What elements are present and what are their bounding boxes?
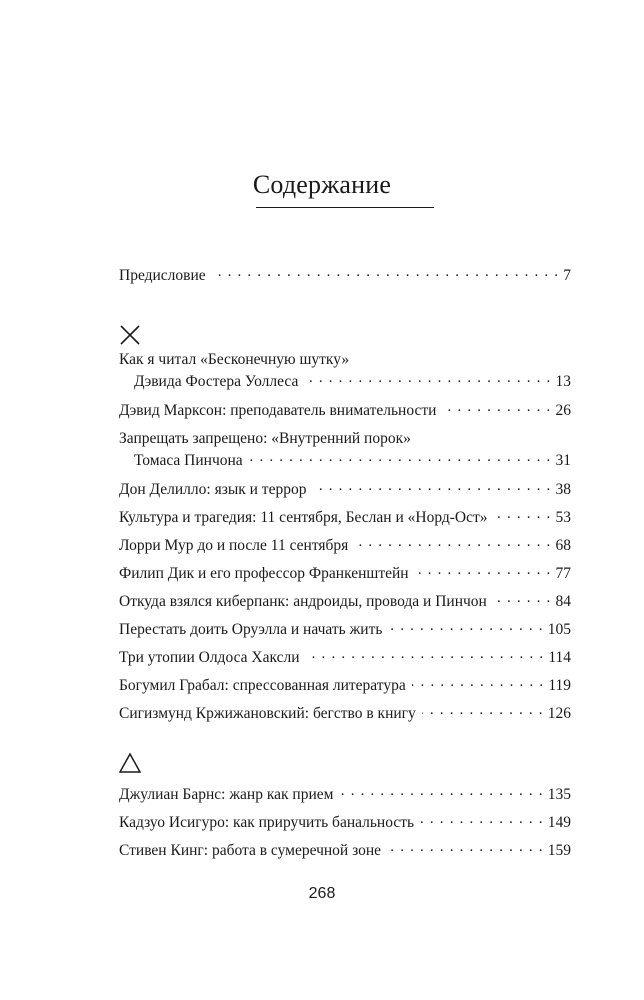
- toc-entry[interactable]: [119, 536, 571, 558]
- toc-entry-title: Перестать доить Оруэлла и начать жить: [119, 621, 383, 638]
- toc-entry[interactable]: [119, 592, 571, 614]
- toc-entry[interactable]: [119, 676, 571, 698]
- dot-leader: [387, 837, 544, 857]
- dot-leader: [354, 532, 551, 552]
- cross-icon: [119, 324, 141, 346]
- toc-entry-title: Запрещать запрещено: «Внутренний порок»: [119, 430, 411, 447]
- page-title: Содержание: [252, 170, 392, 199]
- toc-entry[interactable]: [119, 813, 571, 835]
- toc-entry-page: 114: [548, 649, 571, 666]
- toc-entry[interactable]: [119, 841, 571, 863]
- dot-leader: [339, 781, 543, 801]
- toc-entry-page: 38: [555, 481, 571, 498]
- toc-entry[interactable]: [119, 785, 571, 807]
- toc-entry-title: Лорри Мур до и после 11 сентября: [119, 537, 349, 554]
- toc-entry-page: 7: [563, 267, 571, 284]
- toc-entry-page: 77: [555, 565, 571, 582]
- toc-entry-title: Сигизмунд Кржижановский: бегство в книгу: [119, 705, 416, 722]
- toc-entry[interactable]: [119, 401, 571, 423]
- toc-entry[interactable]: [119, 564, 571, 586]
- toc-entry-title: Стивен Кинг: работа в сумеречной зоне: [119, 842, 382, 859]
- toc-entry-title: Три утопии Олдоса Хаксли: [119, 649, 300, 666]
- dot-leader: [304, 368, 551, 388]
- toc-entry-page: 26: [555, 402, 571, 419]
- toc-entry-page: 159: [547, 842, 571, 859]
- toc-entry[interactable]: [119, 704, 571, 726]
- toc-entry[interactable]: [119, 620, 571, 642]
- dot-leader: [422, 700, 544, 720]
- toc-entry-title: Филип Дик и его профессор Франкенштейн: [119, 565, 409, 582]
- toc-entry-preface[interactable]: [119, 266, 571, 288]
- dot-leader: [212, 262, 560, 282]
- toc-entry-page: 135: [547, 786, 571, 803]
- dot-leader: [415, 560, 552, 580]
- toc-entry-title: Дон Делилло: язык и террор: [119, 481, 307, 498]
- triangle-icon: [119, 752, 141, 774]
- toc-entry-title: Предисловие: [119, 267, 206, 284]
- toc-entry-title: Как я читал «Бесконечную шутку»: [119, 351, 350, 368]
- dot-leader: [312, 476, 551, 496]
- toc-entry-page: 105: [547, 621, 571, 638]
- dot-leader: [412, 672, 545, 692]
- toc-entry-page: 53: [555, 509, 571, 526]
- toc-entry-page: 119: [548, 677, 571, 694]
- toc-entry[interactable]: [119, 480, 571, 502]
- toc-entry-page: 68: [555, 537, 571, 554]
- toc-entry-title: Культура и трагедия: 11 сентября, Беслан и «Норд-Ост»: [119, 509, 488, 526]
- title-underline: [256, 207, 434, 208]
- toc-entry-page: 13: [555, 373, 571, 390]
- dot-leader: [249, 447, 552, 467]
- toc-entry-title: Дэвид Марксон: преподаватель внимательности: [119, 402, 437, 419]
- toc-entry[interactable]: [119, 350, 571, 394]
- dot-leader: [493, 588, 552, 608]
- toc-entry[interactable]: [119, 429, 571, 473]
- page-number: 268: [308, 885, 336, 902]
- toc-entry-page: 84: [555, 593, 571, 610]
- dot-leader: [388, 616, 543, 636]
- toc-entry-title: Богумил Грабал: спрессованная литература: [119, 677, 406, 694]
- toc-entry-title: Откуда взялся киберпанк: андроиды, провода и Пинчон: [119, 593, 487, 610]
- toc-entry-title: Кадзуо Исигуро: как приручить банальность: [119, 814, 415, 831]
- toc-entry-page: 31: [555, 452, 571, 469]
- toc-entry-title: Джулиан Барнс: жанр как прием: [119, 786, 334, 803]
- dot-leader: [442, 397, 551, 417]
- toc-entry-title-cont: Дэвида Фостера Уоллеса: [134, 373, 299, 390]
- toc-entry-title-cont: Томаса Пинчона: [134, 452, 243, 469]
- toc-entry-page: 126: [547, 705, 571, 722]
- dot-leader: [306, 644, 545, 664]
- dot-leader: [494, 504, 552, 524]
- toc-entry-page: 149: [547, 814, 571, 831]
- toc-entry[interactable]: [119, 508, 571, 530]
- toc-entry[interactable]: [119, 648, 571, 670]
- dot-leader: [420, 809, 544, 829]
